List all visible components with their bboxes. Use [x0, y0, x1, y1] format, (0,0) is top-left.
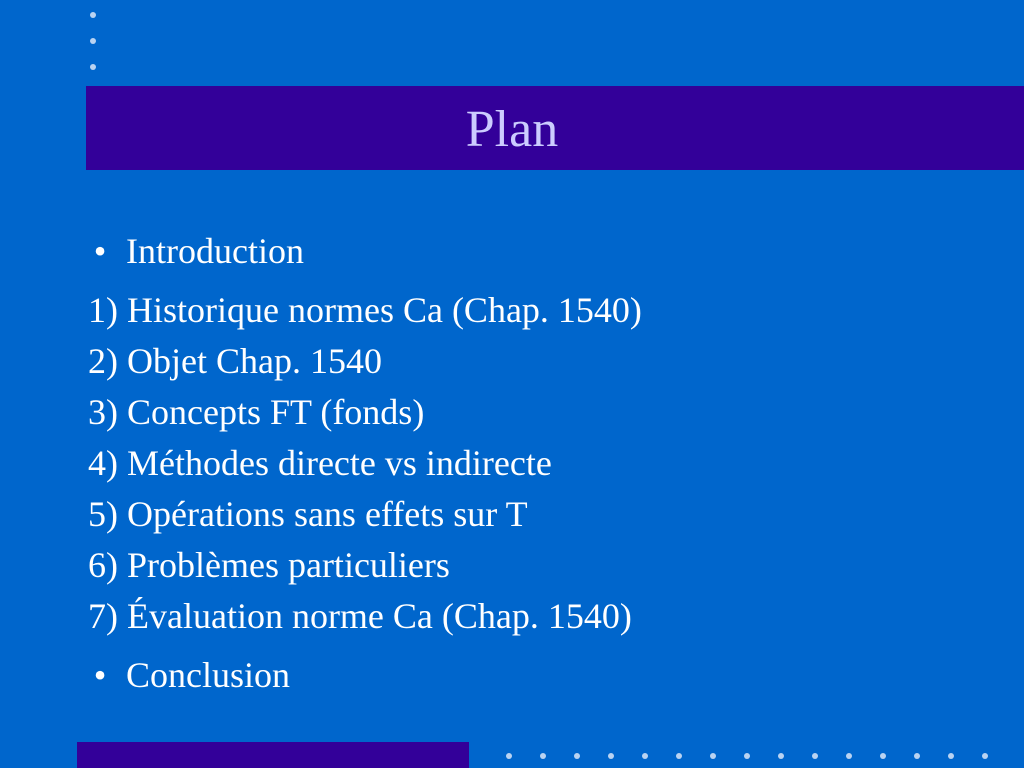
numbered-list [88, 285, 988, 642]
dot-icon [744, 753, 750, 759]
dot-icon [506, 753, 512, 759]
dot-icon [90, 38, 96, 44]
list-item: 2) Objet Chap. 1540 [88, 341, 382, 381]
dot-icon [982, 753, 988, 759]
bottom-bar [77, 742, 469, 768]
list-item: 4) Méthodes directe vs indirecte [88, 443, 552, 483]
bullet-conclusion [88, 650, 988, 701]
dot-icon [710, 753, 716, 759]
bullet-icon: • [93, 655, 107, 695]
bullet-text: Introduction [126, 231, 304, 271]
dot-icon [574, 753, 580, 759]
dot-icon [778, 753, 784, 759]
dot-icon [812, 753, 818, 759]
dot-icon [846, 753, 852, 759]
dot-icon [676, 753, 682, 759]
top-decorative-dots [90, 12, 100, 90]
list-item: 6) Problèmes particuliers [88, 545, 450, 585]
dot-icon [608, 753, 614, 759]
list-item: 7) Évaluation norme Ca (Chap. 1540) [88, 596, 632, 636]
bullet-introduction [88, 226, 988, 277]
slide-body [88, 226, 988, 701]
list-item: 3) Concepts FT (fonds) [88, 392, 425, 432]
dot-icon [540, 753, 546, 759]
dot-icon [948, 753, 954, 759]
bullet-text: Conclusion [126, 655, 291, 695]
bottom-decorative-dots [506, 753, 1006, 763]
bullet-icon: • [93, 231, 107, 271]
slide-title: Plan [465, 101, 559, 158]
list-item: 5) Opérations sans effets sur T [88, 494, 528, 534]
dot-icon [642, 753, 648, 759]
slide-title-container [0, 101, 1024, 158]
dot-icon [880, 753, 886, 759]
dot-icon [914, 753, 920, 759]
dot-icon [90, 12, 96, 18]
list-item: 1) Historique normes Ca (Chap. 1540) [88, 290, 642, 330]
dot-icon [90, 64, 96, 70]
